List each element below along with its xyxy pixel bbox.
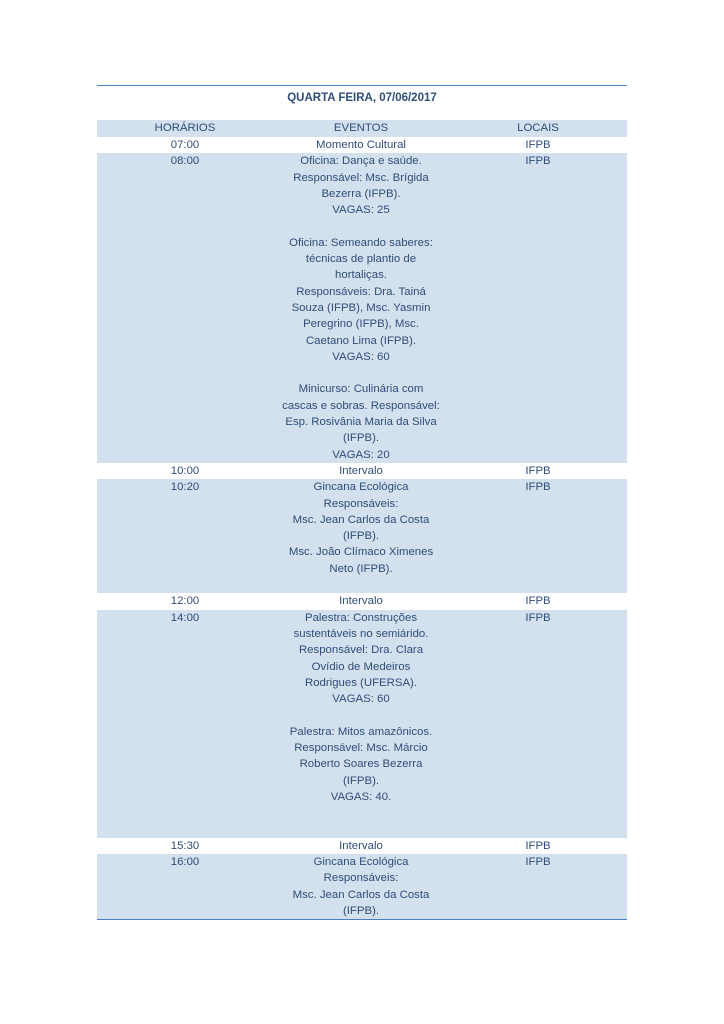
event-block (279, 838, 443, 854)
events-cell (273, 838, 449, 854)
event-line: Roberto Soares Bezerra (299, 758, 423, 771)
header-time: HORÁRIOS (97, 120, 273, 137)
event-line: (IFPB). (342, 530, 380, 543)
event-line: (IFPB). (342, 774, 380, 787)
events-cell (273, 610, 449, 838)
table-row (97, 463, 627, 479)
event-line: Gincana Ecológica (313, 481, 409, 494)
header-places: LOCAIS (449, 120, 627, 137)
event-line: sustentáveis no semiárido. (293, 627, 429, 640)
event-line: Rodrigues (UFERSA). (304, 676, 418, 689)
table-row (97, 854, 627, 919)
table-row (97, 838, 627, 854)
event-block (279, 854, 443, 919)
time-cell: 12:00 (97, 593, 273, 609)
time-cell: 14:00 (97, 610, 273, 838)
event-line: Ovídio de Medeiros (311, 660, 411, 673)
event-line: Msc. Jean Carlos da Costa (292, 513, 430, 526)
table-row (97, 610, 627, 838)
event-line: Responsável: Msc. Márcio (294, 741, 428, 754)
event-block (279, 479, 443, 577)
event-line: VAGAS: 20 (332, 448, 390, 461)
event-line: Oficina: Dança e saúde. (300, 155, 422, 168)
table-row (97, 479, 627, 593)
event-line: Esp. Rosivânia Maria da Silva (285, 416, 437, 429)
event-block (279, 235, 443, 365)
time-cell: 10:00 (97, 463, 273, 479)
event-block (279, 463, 443, 479)
event-line: Responsáveis: (323, 497, 399, 510)
time-cell: 15:30 (97, 838, 273, 854)
event-line: Momento Cultural (316, 139, 406, 151)
page-title: QUARTA FEIRA, 07/06/2017 (287, 92, 437, 104)
event-line: VAGAS: 25 (332, 204, 390, 217)
event-line: Intervalo (339, 595, 383, 608)
place-cell: IFPB (449, 610, 627, 838)
time-cell: 07:00 (97, 137, 273, 153)
event-line: Souza (IFPB), Msc. Yasmin (291, 301, 431, 314)
event-line: Msc. João Clímaco Ximenes (288, 546, 434, 559)
event-line: hortaliças. (335, 269, 387, 282)
event-line: Peregrino (IFPB), Msc. (303, 318, 419, 331)
event-line: Intervalo (339, 839, 383, 852)
event-line: Responsáveis: Dra. Tainá (296, 285, 426, 298)
event-block (279, 381, 443, 462)
event-line: Palestra: Construções (304, 611, 418, 624)
place-cell: IFPB (449, 137, 627, 153)
place-cell: IFPB (449, 153, 627, 463)
schedule-page (97, 85, 627, 920)
table-row (97, 153, 627, 463)
event-block (279, 137, 443, 153)
bottom-divider (97, 919, 627, 920)
place-cell: IFPB (449, 593, 627, 609)
event-line: (IFPB). (342, 904, 380, 917)
event-line: Bezerra (IFPB). (321, 187, 401, 200)
time-cell: 08:00 (97, 153, 273, 463)
event-line: (IFPB). (342, 432, 380, 445)
event-line: Responsáveis: (323, 872, 399, 885)
event-line: Intervalo (339, 464, 383, 477)
table-header-row (97, 120, 627, 137)
event-line: Responsável: Msc. Brígida (293, 171, 429, 184)
event-line: cascas e sobras. Responsável: (282, 399, 440, 412)
event-line: VAGAS: 40. (330, 790, 392, 803)
place-cell: IFPB (449, 479, 627, 593)
event-line: Neto (IFPB). (329, 562, 393, 575)
table-row (97, 593, 627, 609)
place-cell: IFPB (449, 854, 627, 919)
event-line: Msc. Jean Carlos da Costa (292, 888, 430, 901)
event-block (279, 593, 443, 609)
event-block (279, 724, 443, 805)
schedule-body (97, 137, 627, 919)
event-line: Caetano Lima (IFPB). (305, 334, 417, 347)
event-line: VAGAS: 60 (332, 350, 390, 363)
events-cell (273, 153, 449, 463)
event-line: VAGAS: 60 (332, 693, 390, 706)
header-events: EVENTOS (273, 120, 449, 137)
event-line: técnicas de plantio de (305, 253, 417, 266)
event-line: Responsável: Dra. Clara (298, 644, 424, 657)
time-cell: 10:20 (97, 479, 273, 593)
schedule-table (97, 120, 627, 919)
event-block (279, 610, 443, 708)
events-cell (273, 137, 449, 153)
place-cell: IFPB (449, 463, 627, 479)
place-cell: IFPB (449, 838, 627, 854)
event-line: Oficina: Semeando saberes: (289, 236, 433, 249)
time-cell: 16:00 (97, 854, 273, 919)
event-line: Gincana Ecológica (313, 856, 409, 869)
table-row (97, 137, 627, 153)
event-block (279, 153, 443, 218)
events-cell (273, 593, 449, 609)
events-cell (273, 854, 449, 919)
top-divider (97, 85, 627, 86)
event-line: Palestra: Mitos amazônicos. (289, 725, 433, 738)
events-cell (273, 479, 449, 593)
event-line: Minicurso: Culinária com (298, 383, 424, 396)
events-cell (273, 463, 449, 479)
